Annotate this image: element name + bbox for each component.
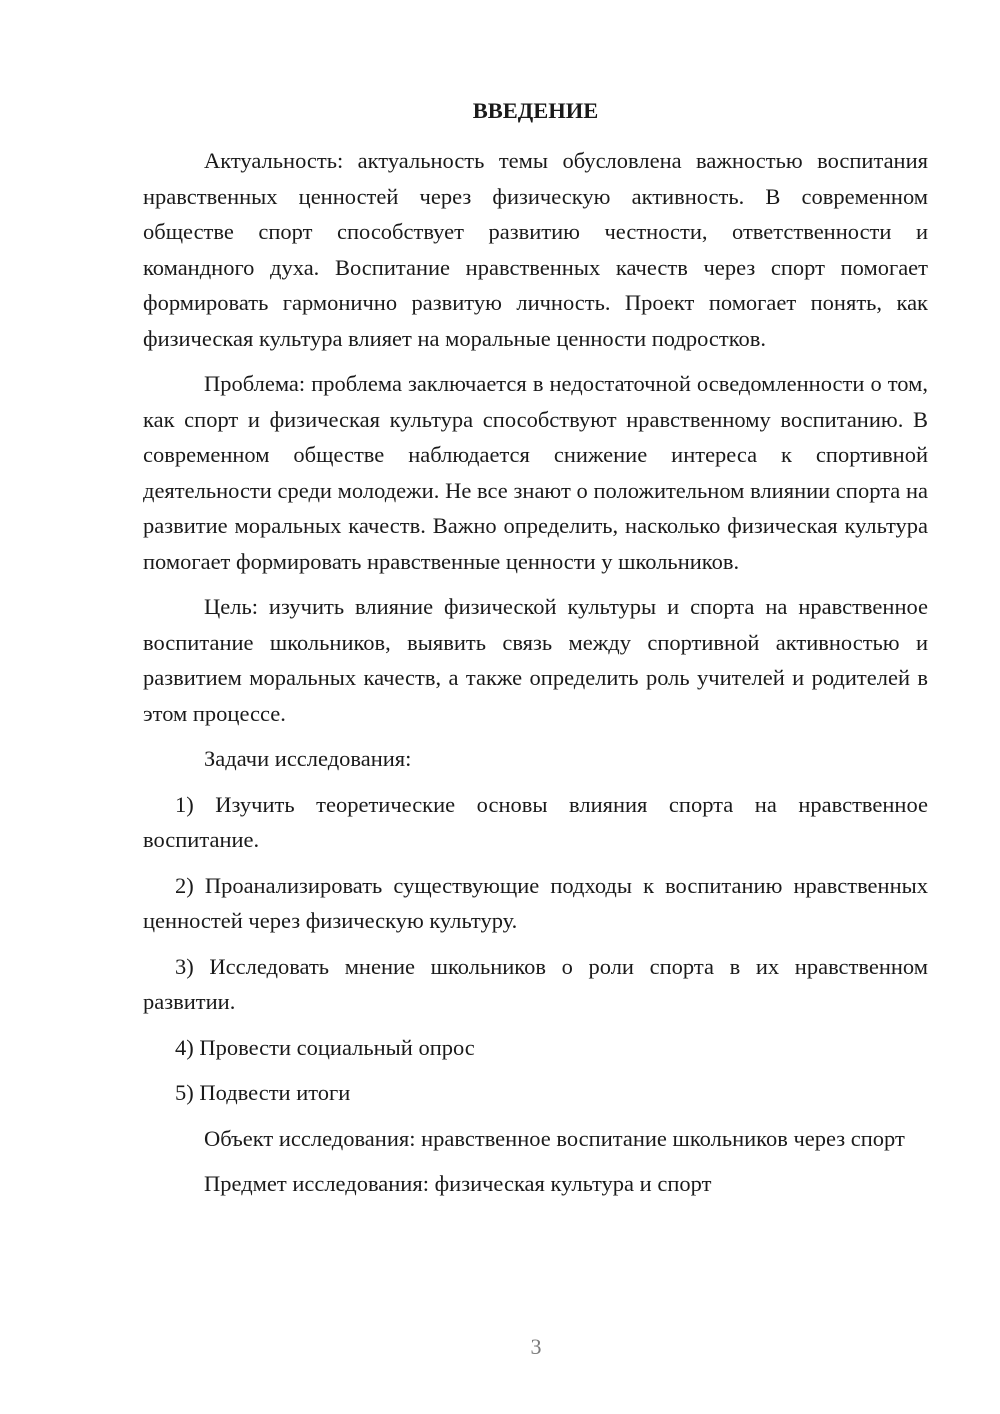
research-subject-paragraph: Предмет исследования: физическая культура и спорт [204,1171,712,1196]
goal-paragraph: Цель: изучить влияние физической культуры и спорта на нравственное воспитание школьников, выявить связь между спортивной активностью и развитием моральных качеств, а также определить роль учителей и родителей в этом процессе. [143,594,928,726]
relevance-paragraph: Актуальность: актуальность темы обусловлена важностью воспитания нравственных ценностей через физическую активность. В современном обществе спорт способствует развитию честности, ответственности и командного духа. Воспитание нравственных качеств через спорт помогает формировать гармонично развитую личность. Проект помогает понять, как физическая культура влияет на моральные ценности подростков. [143,148,928,351]
task-item-5: 5) Подвести итоги [175,1080,351,1105]
research-object-paragraph: Объект исследования: нравственное воспитание школьников через спорт [204,1125,905,1151]
document-body [143,96,928,1212]
page-number: 3 [530,1334,542,1359]
tasks-heading: Задачи исследования: [204,746,412,771]
task-item-2: 2) Проанализировать существующие подходы к воспитанию нравственных ценностей через физическую культуру. [143,872,928,933]
task-item-3: 3) Исследовать мнение школьников о роли спорта в их нравственном развитии. [143,953,928,1014]
problem-paragraph: Проблема: проблема заключается в недостаточной осведомленности о том, как спорт и физическая культура способствуют нравственному воспитанию. В современном обществе наблюдается снижение интереса к спортивной деятельности среди молодежи. Не все знают о положительном влиянии спорта на развитие моральных качеств. Важно определить, насколько физическая культура помогает формировать нравственные ценности у школьников. [143,371,928,574]
task-item-4: 4) Провести социальный опрос [175,1034,475,1060]
task-item-1: 1) Изучить теоретические основы влияния спорта на нравственное воспитание. [143,791,928,852]
page-title: ВВЕДЕНИЕ [472,98,599,123]
